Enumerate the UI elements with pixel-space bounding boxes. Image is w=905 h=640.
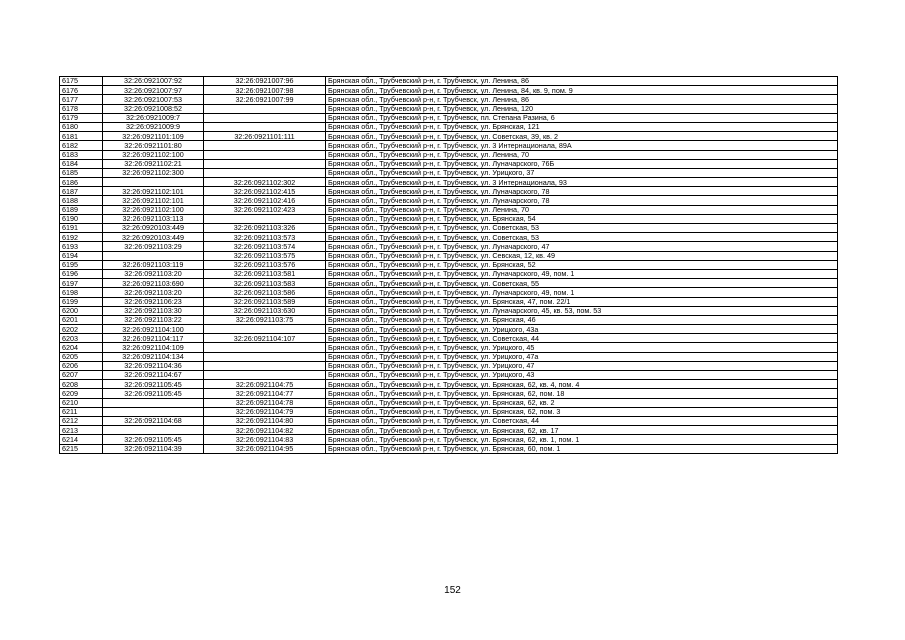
address-cell: Брянская обл., Трубчевский р-н, г. Трубчевск, пл. Степана Разина, 6	[326, 113, 838, 122]
cadastral-number-cell: 32:26:0921103:119	[103, 260, 204, 269]
address-cell: Брянская обл., Трубчевский р-н, г. Трубчевск, ул. 3 Интернационала, 89А	[326, 141, 838, 150]
row-number-cell: 6179	[60, 113, 103, 122]
related-cadastral-number-cell: 32:26:0921104:82	[204, 426, 326, 435]
address-cell: Брянская обл., Трубчевский р-н, г. Трубчевск, ул. Луначарского, 45, кв. 53, пом. 53	[326, 306, 838, 315]
related-cadastral-number-cell	[204, 168, 326, 177]
table-row	[60, 196, 838, 205]
related-cadastral-number-cell: 32:26:0921104:80	[204, 416, 326, 425]
table-row	[60, 297, 838, 306]
address-cell: Брянская обл., Трубчевский р-н, г. Трубчевск, ул. Ленина, 86	[326, 77, 838, 86]
cadastral-number-cell: 32:26:0921007:92	[103, 77, 204, 86]
address-cell: Брянская обл., Трубчевский р-н, г. Трубчевск, ул. Ленина, 86	[326, 95, 838, 104]
cadastral-number-cell: 32:26:0921104:36	[103, 361, 204, 370]
row-number-cell: 6177	[60, 95, 103, 104]
table-row	[60, 426, 838, 435]
row-number-cell: 6186	[60, 178, 103, 187]
row-number-cell: 6197	[60, 279, 103, 288]
row-number-cell: 6178	[60, 104, 103, 113]
table-row	[60, 352, 838, 361]
row-number-cell: 6214	[60, 435, 103, 444]
cadastral-number-cell: 32:26:0921105:45	[103, 380, 204, 389]
address-cell: Брянская обл., Трубчевский р-н, г. Трубчевск, ул. Луначарского, 49, пом. 1	[326, 269, 838, 278]
address-cell: Брянская обл., Трубчевский р-н, г. Трубчевск, ул. Брянская, 54	[326, 214, 838, 223]
table-row	[60, 214, 838, 223]
table-row	[60, 260, 838, 269]
cadastral-number-cell: 32:26:0921105:45	[103, 435, 204, 444]
table-row	[60, 343, 838, 352]
address-cell: Брянская обл., Трубчевский р-н, г. Трубчевск, ул. Брянская, 62, кв. 1, пом. 1	[326, 435, 838, 444]
related-cadastral-number-cell: 32:26:0921102:302	[204, 178, 326, 187]
table-row	[60, 141, 838, 150]
address-cell: Брянская обл., Трубчевский р-н, г. Трубчевск, ул. Ленина, 120	[326, 104, 838, 113]
address-cell: Брянская обл., Трубчевский р-н, г. Трубчевск, ул. Урицкого, 43а	[326, 325, 838, 334]
address-cell: Брянская обл., Трубчевский р-н, г. Трубчевск, ул. Брянская, 52	[326, 260, 838, 269]
cadastral-number-cell: 32:26:0920103:449	[103, 233, 204, 242]
address-cell: Брянская обл., Трубчевский р-н, г. Трубчевск, ул. Севская, 12, кв. 49	[326, 251, 838, 260]
cadastral-number-cell: 32:26:0921104:68	[103, 416, 204, 425]
related-cadastral-number-cell: 32:26:0921103:583	[204, 279, 326, 288]
cadastral-number-cell	[103, 251, 204, 260]
table-row	[60, 77, 838, 86]
related-cadastral-number-cell	[204, 361, 326, 370]
related-cadastral-number-cell	[204, 159, 326, 168]
address-cell: Брянская обл., Трубчевский р-н, г. Трубчевск, ул. Урицкого, 45	[326, 343, 838, 352]
cadastral-number-cell: 32:26:0921009:7	[103, 113, 204, 122]
table-row	[60, 178, 838, 187]
address-cell: Брянская обл., Трубчевский р-н, г. Трубчевск, ул. Луначарского, 47	[326, 242, 838, 251]
cadastral-number-cell: 32:26:0921104:109	[103, 343, 204, 352]
cadastral-number-cell: 32:26:0921102:100	[103, 205, 204, 214]
address-cell: Брянская обл., Трубчевский р-н, г. Трубчевск, ул. 3 Интернационала, 93	[326, 178, 838, 187]
row-number-cell: 6182	[60, 141, 103, 150]
table-row	[60, 251, 838, 260]
table-row	[60, 150, 838, 159]
row-number-cell: 6199	[60, 297, 103, 306]
related-cadastral-number-cell: 32:26:0921103:589	[204, 297, 326, 306]
table-row	[60, 279, 838, 288]
related-cadastral-number-cell: 32:26:0921007:99	[204, 95, 326, 104]
address-cell: Брянская обл., Трубчевский р-н, г. Трубчевск, ул. Урицкого, 43	[326, 371, 838, 380]
cadastral-number-cell: 32:26:0921104:134	[103, 352, 204, 361]
related-cadastral-number-cell: 32:26:0921102:415	[204, 187, 326, 196]
address-cell: Брянская обл., Трубчевский р-н, г. Трубчевск, ул. Советская, 44	[326, 334, 838, 343]
table-row	[60, 435, 838, 444]
row-number-cell: 6204	[60, 343, 103, 352]
related-cadastral-number-cell: 32:26:0921104:79	[204, 407, 326, 416]
cadastral-number-cell: 32:26:0920103:449	[103, 224, 204, 233]
table-row	[60, 242, 838, 251]
registry-table-body	[60, 77, 838, 454]
page-number: 152	[444, 585, 461, 596]
cadastral-number-cell: 32:26:0921101:109	[103, 132, 204, 141]
table-row	[60, 95, 838, 104]
table-row	[60, 132, 838, 141]
address-cell: Брянская обл., Трубчевский р-н, г. Трубчевск, ул. Брянская, 121	[326, 122, 838, 131]
row-number-cell: 6195	[60, 260, 103, 269]
table-row	[60, 288, 838, 297]
related-cadastral-number-cell: 32:26:0921103:630	[204, 306, 326, 315]
related-cadastral-number-cell: 32:26:0921103:574	[204, 242, 326, 251]
cadastral-number-cell: 32:26:0921007:97	[103, 86, 204, 95]
cadastral-number-cell: 32:26:0921104:100	[103, 325, 204, 334]
related-cadastral-number-cell: 32:26:0921102:423	[204, 205, 326, 214]
related-cadastral-number-cell: 32:26:0921104:75	[204, 380, 326, 389]
row-number-cell: 6192	[60, 233, 103, 242]
related-cadastral-number-cell	[204, 214, 326, 223]
related-cadastral-number-cell: 32:26:0921103:575	[204, 251, 326, 260]
table-row	[60, 416, 838, 425]
address-cell: Брянская обл., Трубчевский р-н, г. Трубчевск, ул. Брянская, 62, пом. 3	[326, 407, 838, 416]
table-row	[60, 407, 838, 416]
address-cell: Брянская обл., Трубчевский р-н, г. Трубчевск, ул. Луначарского, 78	[326, 196, 838, 205]
address-cell: Брянская обл., Трубчевский р-н, г. Трубчевск, ул. Луначарского, 78	[326, 187, 838, 196]
related-cadastral-number-cell	[204, 343, 326, 352]
row-number-cell: 6212	[60, 416, 103, 425]
row-number-cell: 6193	[60, 242, 103, 251]
row-number-cell: 6190	[60, 214, 103, 223]
row-number-cell: 6200	[60, 306, 103, 315]
related-cadastral-number-cell: 32:26:0921104:77	[204, 389, 326, 398]
row-number-cell: 6180	[60, 122, 103, 131]
cadastral-number-cell: 32:26:0921009:9	[103, 122, 204, 131]
table-row	[60, 398, 838, 407]
address-cell: Брянская обл., Трубчевский р-н, г. Трубчевск, ул. Брянская, 62, пом. 18	[326, 389, 838, 398]
table-row	[60, 389, 838, 398]
related-cadastral-number-cell: 32:26:0921104:78	[204, 398, 326, 407]
row-number-cell: 6187	[60, 187, 103, 196]
related-cadastral-number-cell	[204, 352, 326, 361]
row-number-cell: 6207	[60, 371, 103, 380]
row-number-cell: 6215	[60, 444, 103, 453]
row-number-cell: 6209	[60, 389, 103, 398]
table-row	[60, 159, 838, 168]
related-cadastral-number-cell: 32:26:0921103:576	[204, 260, 326, 269]
cadastral-number-cell	[103, 398, 204, 407]
cadastral-number-cell: 32:26:0921104:67	[103, 371, 204, 380]
address-cell: Брянская обл., Трубчевский р-н, г. Трубчевск, ул. Брянская, 46	[326, 315, 838, 324]
table-row	[60, 187, 838, 196]
related-cadastral-number-cell	[204, 122, 326, 131]
cadastral-number-cell: 32:26:0921102:101	[103, 196, 204, 205]
table-row	[60, 371, 838, 380]
cadastral-number-cell: 32:26:0921103:29	[103, 242, 204, 251]
related-cadastral-number-cell: 32:26:0921103:75	[204, 315, 326, 324]
address-cell: Брянская обл., Трубчевский р-н, г. Трубчевск, ул. Луначарского, 76Б	[326, 159, 838, 168]
related-cadastral-number-cell: 32:26:0921007:98	[204, 86, 326, 95]
table-row	[60, 233, 838, 242]
cadastral-number-cell: 32:26:0921104:39	[103, 444, 204, 453]
cadastral-number-cell: 32:26:0921103:20	[103, 269, 204, 278]
related-cadastral-number-cell: 32:26:0921101:111	[204, 132, 326, 141]
table-row	[60, 224, 838, 233]
related-cadastral-number-cell	[204, 113, 326, 122]
related-cadastral-number-cell	[204, 104, 326, 113]
address-cell: Брянская обл., Трубчевский р-н, г. Трубчевск, ул. Брянская, 60, пом. 1	[326, 444, 838, 453]
related-cadastral-number-cell: 32:26:0921007:96	[204, 77, 326, 86]
address-cell: Брянская обл., Трубчевский р-н, г. Трубчевск, ул. Урицкого, 37	[326, 168, 838, 177]
cadastral-number-cell: 32:26:0921103:113	[103, 214, 204, 223]
address-cell: Брянская обл., Трубчевский р-н, г. Трубчевск, ул. Брянская, 47, пом. 22/1	[326, 297, 838, 306]
cadastral-number-cell: 32:26:0921105:45	[103, 389, 204, 398]
cadastral-number-cell	[103, 178, 204, 187]
row-number-cell: 6176	[60, 86, 103, 95]
row-number-cell: 6191	[60, 224, 103, 233]
cadastral-number-cell: 32:26:0921101:80	[103, 141, 204, 150]
related-cadastral-number-cell: 32:26:0921104:95	[204, 444, 326, 453]
address-cell: Брянская обл., Трубчевский р-н, г. Трубчевск, ул. Ленина, 70	[326, 205, 838, 214]
cadastral-number-cell: 32:26:0921102:100	[103, 150, 204, 159]
row-number-cell: 6198	[60, 288, 103, 297]
address-cell: Брянская обл., Трубчевский р-н, г. Трубчевск, ул. Урицкого, 47а	[326, 352, 838, 361]
address-cell: Брянская обл., Трубчевский р-н, г. Трубчевск, ул. Ленина, 70	[326, 150, 838, 159]
table-row	[60, 113, 838, 122]
table-row	[60, 122, 838, 131]
address-cell: Брянская обл., Трубчевский р-н, г. Трубчевск, ул. Советская, 39, кв. 2	[326, 132, 838, 141]
cadastral-number-cell: 32:26:0921102:300	[103, 168, 204, 177]
cadastral-number-cell: 32:26:0921103:20	[103, 288, 204, 297]
related-cadastral-number-cell: 32:26:0921103:326	[204, 224, 326, 233]
related-cadastral-number-cell: 32:26:0921104:107	[204, 334, 326, 343]
address-cell: Брянская обл., Трубчевский р-н, г. Трубчевск, ул. Советская, 44	[326, 416, 838, 425]
cadastral-number-cell: 32:26:0921102:101	[103, 187, 204, 196]
cadastral-number-cell: 32:26:0921102:21	[103, 159, 204, 168]
related-cadastral-number-cell: 32:26:0921103:573	[204, 233, 326, 242]
table-row	[60, 361, 838, 370]
row-number-cell: 6211	[60, 407, 103, 416]
row-number-cell: 6189	[60, 205, 103, 214]
cadastral-number-cell: 32:26:0921106:23	[103, 297, 204, 306]
table-row	[60, 444, 838, 453]
related-cadastral-number-cell: 32:26:0921104:83	[204, 435, 326, 444]
table-row	[60, 205, 838, 214]
related-cadastral-number-cell	[204, 141, 326, 150]
address-cell: Брянская обл., Трубчевский р-н, г. Трубчевск, ул. Брянская, 62, кв. 4, пом. 4	[326, 380, 838, 389]
table-row	[60, 306, 838, 315]
address-cell: Брянская обл., Трубчевский р-н, г. Трубчевск, ул. Ленина, 84, кв. 9, пом. 9	[326, 86, 838, 95]
row-number-cell: 6213	[60, 426, 103, 435]
table-row	[60, 315, 838, 324]
address-cell: Брянская обл., Трубчевский р-н, г. Трубчевск, ул. Брянская, 62, кв. 2	[326, 398, 838, 407]
row-number-cell: 6194	[60, 251, 103, 260]
cadastral-number-cell: 32:26:0921103:690	[103, 279, 204, 288]
table-row	[60, 334, 838, 343]
table-row	[60, 86, 838, 95]
address-cell: Брянская обл., Трубчевский р-н, г. Трубчевск, ул. Луначарского, 49, пом. 1	[326, 288, 838, 297]
address-cell: Брянская обл., Трубчевский р-н, г. Трубчевск, ул. Советская, 53	[326, 233, 838, 242]
row-number-cell: 6196	[60, 269, 103, 278]
table-row	[60, 104, 838, 113]
cadastral-number-cell: 32:26:0921008:52	[103, 104, 204, 113]
address-cell: Брянская обл., Трубчевский р-н, г. Трубчевск, ул. Брянская, 62, кв. 17	[326, 426, 838, 435]
row-number-cell: 6201	[60, 315, 103, 324]
related-cadastral-number-cell	[204, 371, 326, 380]
row-number-cell: 6202	[60, 325, 103, 334]
row-number-cell: 6208	[60, 380, 103, 389]
table-row	[60, 168, 838, 177]
address-cell: Брянская обл., Трубчевский р-н, г. Трубчевск, ул. Урицкого, 47	[326, 361, 838, 370]
table-row	[60, 269, 838, 278]
row-number-cell: 6188	[60, 196, 103, 205]
cadastral-number-cell	[103, 426, 204, 435]
row-number-cell: 6210	[60, 398, 103, 407]
related-cadastral-number-cell: 32:26:0921103:581	[204, 269, 326, 278]
cadastral-number-cell: 32:26:0921007:53	[103, 95, 204, 104]
related-cadastral-number-cell	[204, 325, 326, 334]
cadastral-number-cell	[103, 407, 204, 416]
related-cadastral-number-cell	[204, 150, 326, 159]
cadastral-number-cell: 32:26:0921103:30	[103, 306, 204, 315]
row-number-cell: 6185	[60, 168, 103, 177]
address-cell: Брянская обл., Трубчевский р-н, г. Трубчевск, ул. Советская, 53	[326, 224, 838, 233]
related-cadastral-number-cell: 32:26:0921103:586	[204, 288, 326, 297]
cadastral-number-cell: 32:26:0921103:22	[103, 315, 204, 324]
row-number-cell: 6206	[60, 361, 103, 370]
row-number-cell: 6184	[60, 159, 103, 168]
cadastral-number-cell: 32:26:0921104:117	[103, 334, 204, 343]
row-number-cell: 6175	[60, 77, 103, 86]
related-cadastral-number-cell: 32:26:0921102:416	[204, 196, 326, 205]
row-number-cell: 6205	[60, 352, 103, 361]
row-number-cell: 6183	[60, 150, 103, 159]
row-number-cell: 6181	[60, 132, 103, 141]
registry-table	[59, 76, 838, 454]
table-row	[60, 380, 838, 389]
address-cell: Брянская обл., Трубчевский р-н, г. Трубчевск, ул. Советская, 55	[326, 279, 838, 288]
row-number-cell: 6203	[60, 334, 103, 343]
table-row	[60, 325, 838, 334]
